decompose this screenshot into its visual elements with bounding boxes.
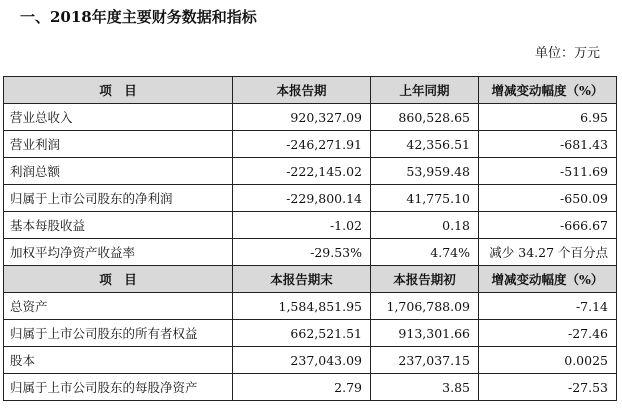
table-row <box>4 374 617 401</box>
prior-value: 42,356.51 <box>371 131 479 158</box>
header-row-2 <box>4 266 617 293</box>
start-value: 3.85 <box>371 374 479 401</box>
unit-label: 单位：万元 <box>534 46 600 61</box>
change-value: -650.09 <box>479 185 617 212</box>
change-value: 6.95 <box>479 104 617 131</box>
header-current-period: 本报告期 <box>233 77 371 104</box>
change-value: 减少 34.27 个百分点 <box>479 239 617 266</box>
table-row <box>4 347 617 374</box>
header-period-end: 本报告期末 <box>233 266 371 293</box>
row-label: 加权平均净资产收益率 <box>4 239 233 266</box>
row-label: 归属于上市公司股东的所有者权益 <box>4 320 233 347</box>
current-value: -229,800.14 <box>233 185 371 212</box>
table-row <box>4 131 617 158</box>
row-label: 股本 <box>4 347 233 374</box>
section-title: 一、2018年度主要财务数据和指标 <box>20 8 257 26</box>
current-value: -1.02 <box>233 212 371 239</box>
change-value: -511.69 <box>479 158 617 185</box>
prior-value: 4.74% <box>371 239 479 266</box>
table-row <box>4 212 617 239</box>
table-row <box>4 293 617 320</box>
table-row <box>4 320 617 347</box>
change-value: 0.0025 <box>479 347 617 374</box>
header-item: 项 目 <box>4 266 233 293</box>
start-value: 913,301.66 <box>371 320 479 347</box>
prior-value: 0.18 <box>371 212 479 239</box>
header-change-pct: 增减变动幅度（%） <box>479 77 617 104</box>
start-value: 237,037.15 <box>371 347 479 374</box>
header-change-pct: 增减变动幅度（%） <box>479 266 617 293</box>
change-value: -27.46 <box>479 320 617 347</box>
header-prior-period: 上年同期 <box>371 77 479 104</box>
table-body <box>4 77 617 401</box>
end-value: 1,584,851.95 <box>233 293 371 320</box>
header-row-1 <box>4 77 617 104</box>
end-value: 662,521.51 <box>233 320 371 347</box>
row-label: 归属于上市公司股东的每股净资产 <box>4 374 233 401</box>
prior-value: 53,959.48 <box>371 158 479 185</box>
current-value: -222,145.02 <box>233 158 371 185</box>
row-label: 归属于上市公司股东的净利润 <box>4 185 233 212</box>
change-value: -666.67 <box>479 212 617 239</box>
prior-value: 860,528.65 <box>371 104 479 131</box>
prior-value: 41,775.10 <box>371 185 479 212</box>
current-value: 920,327.09 <box>233 104 371 131</box>
current-value: -29.53% <box>233 239 371 266</box>
start-value: 1,706,788.09 <box>371 293 479 320</box>
table-row <box>4 239 617 266</box>
table-row <box>4 185 617 212</box>
row-label: 基本每股收益 <box>4 212 233 239</box>
row-label: 营业总收入 <box>4 104 233 131</box>
table-row <box>4 104 617 131</box>
end-value: 237,043.09 <box>233 347 371 374</box>
row-label: 总资产 <box>4 293 233 320</box>
change-value: -7.14 <box>479 293 617 320</box>
row-label: 利润总额 <box>4 158 233 185</box>
end-value: 2.79 <box>233 374 371 401</box>
table-row <box>4 158 617 185</box>
row-label: 营业利润 <box>4 131 233 158</box>
header-item: 项 目 <box>4 77 233 104</box>
change-value: -27.53 <box>479 374 617 401</box>
header-period-start: 本报告期初 <box>371 266 479 293</box>
current-value: -246,271.91 <box>233 131 371 158</box>
financial-table <box>3 76 617 401</box>
change-value: -681.43 <box>479 131 617 158</box>
